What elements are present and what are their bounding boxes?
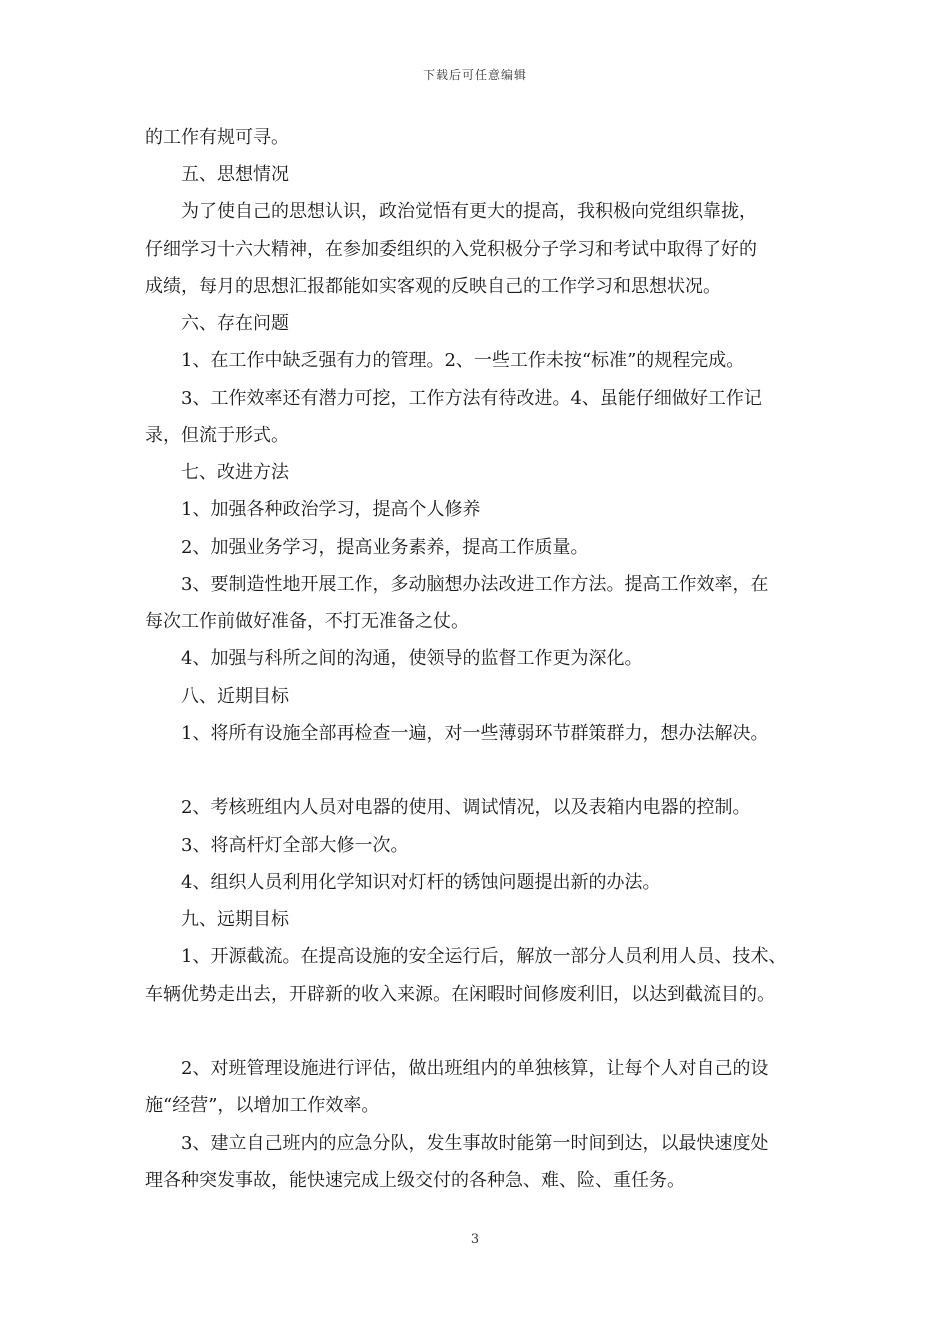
page-number: 3: [470, 1232, 480, 1247]
paragraph-line: 为了使自己的思想认识，政治觉悟有更大的提高，我积极向党组织靠拢，: [181, 201, 757, 222]
paragraph-line: 2、加强业务学习，提高业务素养，提高工作质量。: [181, 537, 589, 558]
section-heading: 六、存在问题: [181, 313, 289, 334]
paragraph-line: 的工作有规可寻。: [145, 127, 289, 148]
paragraph-line: 4、加强与科所之间的沟通，使领导的监督工作更为深化。: [181, 648, 643, 669]
paragraph-line: 1、开源截流。在提高设施的安全运行后，解放一部分人员利用人员、技术、: [181, 946, 787, 967]
section-heading: 九、远期目标: [181, 909, 289, 930]
paragraph-line: 3、建立自己班内的应急分队，发生事故时能第一时间到达，以最快速度处: [181, 1133, 769, 1154]
paragraph-line: 每次工作前做好准备，不打无准备之仗。: [145, 611, 469, 632]
paragraph-line: 仔细学习十六大精神，在参加委组织的入党积极分子学习和考试中取得了好的: [145, 239, 757, 260]
paragraph-line: 3、将高杆灯全部大修一次。: [181, 835, 409, 856]
paragraph-line: 理各种突发事故，能快速完成上级交付的各种急、难、险、重任务。: [145, 1170, 685, 1191]
section-heading: 八、近期目标: [181, 686, 289, 707]
paragraph-line: 1、在工作中缺乏强有力的管理。2、一些工作未按“标准”的规程完成。: [181, 350, 745, 371]
page-header: 下载后可任意编辑: [422, 68, 527, 82]
paragraph-line: 车辆优势走出去，开辟新的收入来源。在闲暇时间修废利旧，以达到截流目的。: [145, 984, 775, 1005]
paragraph-line: 3、要制造性地开展工作，多动脑想办法改进工作方法。提高工作效率，在: [181, 574, 769, 595]
section-heading: 七、改进方法: [181, 462, 289, 483]
paragraph-line: 2、对班管理设施进行评估，做出班组内的单独核算，让每个人对自己的设: [181, 1058, 769, 1079]
paragraph-line: 2、考核班组内人员对电器的使用、调试情况，以及表箱内电器的控制。: [181, 797, 751, 818]
paragraph-line: 施“经营”，以增加工作效率。: [145, 1095, 380, 1116]
section-heading: 五、思想情况: [181, 164, 289, 185]
paragraph-line: 录，但流于形式。: [145, 425, 289, 446]
paragraph-line: 4、组织人员利用化学知识对灯杆的锈蚀问题提出新的办法。: [181, 872, 661, 893]
paragraph-line: 1、将所有设施全部再检查一遍，对一些薄弱环节群策群力，想办法解决。: [181, 723, 769, 744]
paragraph-line: 3、工作效率还有潜力可挖，工作方法有待改进。4、虽能仔细做好工作记: [181, 388, 762, 409]
paragraph-line: 成绩，每月的思想汇报都能如实客观的反映自己的工作学习和思想状况。: [145, 276, 721, 297]
paragraph-line: 1、加强各种政治学习，提高个人修养: [181, 499, 481, 520]
